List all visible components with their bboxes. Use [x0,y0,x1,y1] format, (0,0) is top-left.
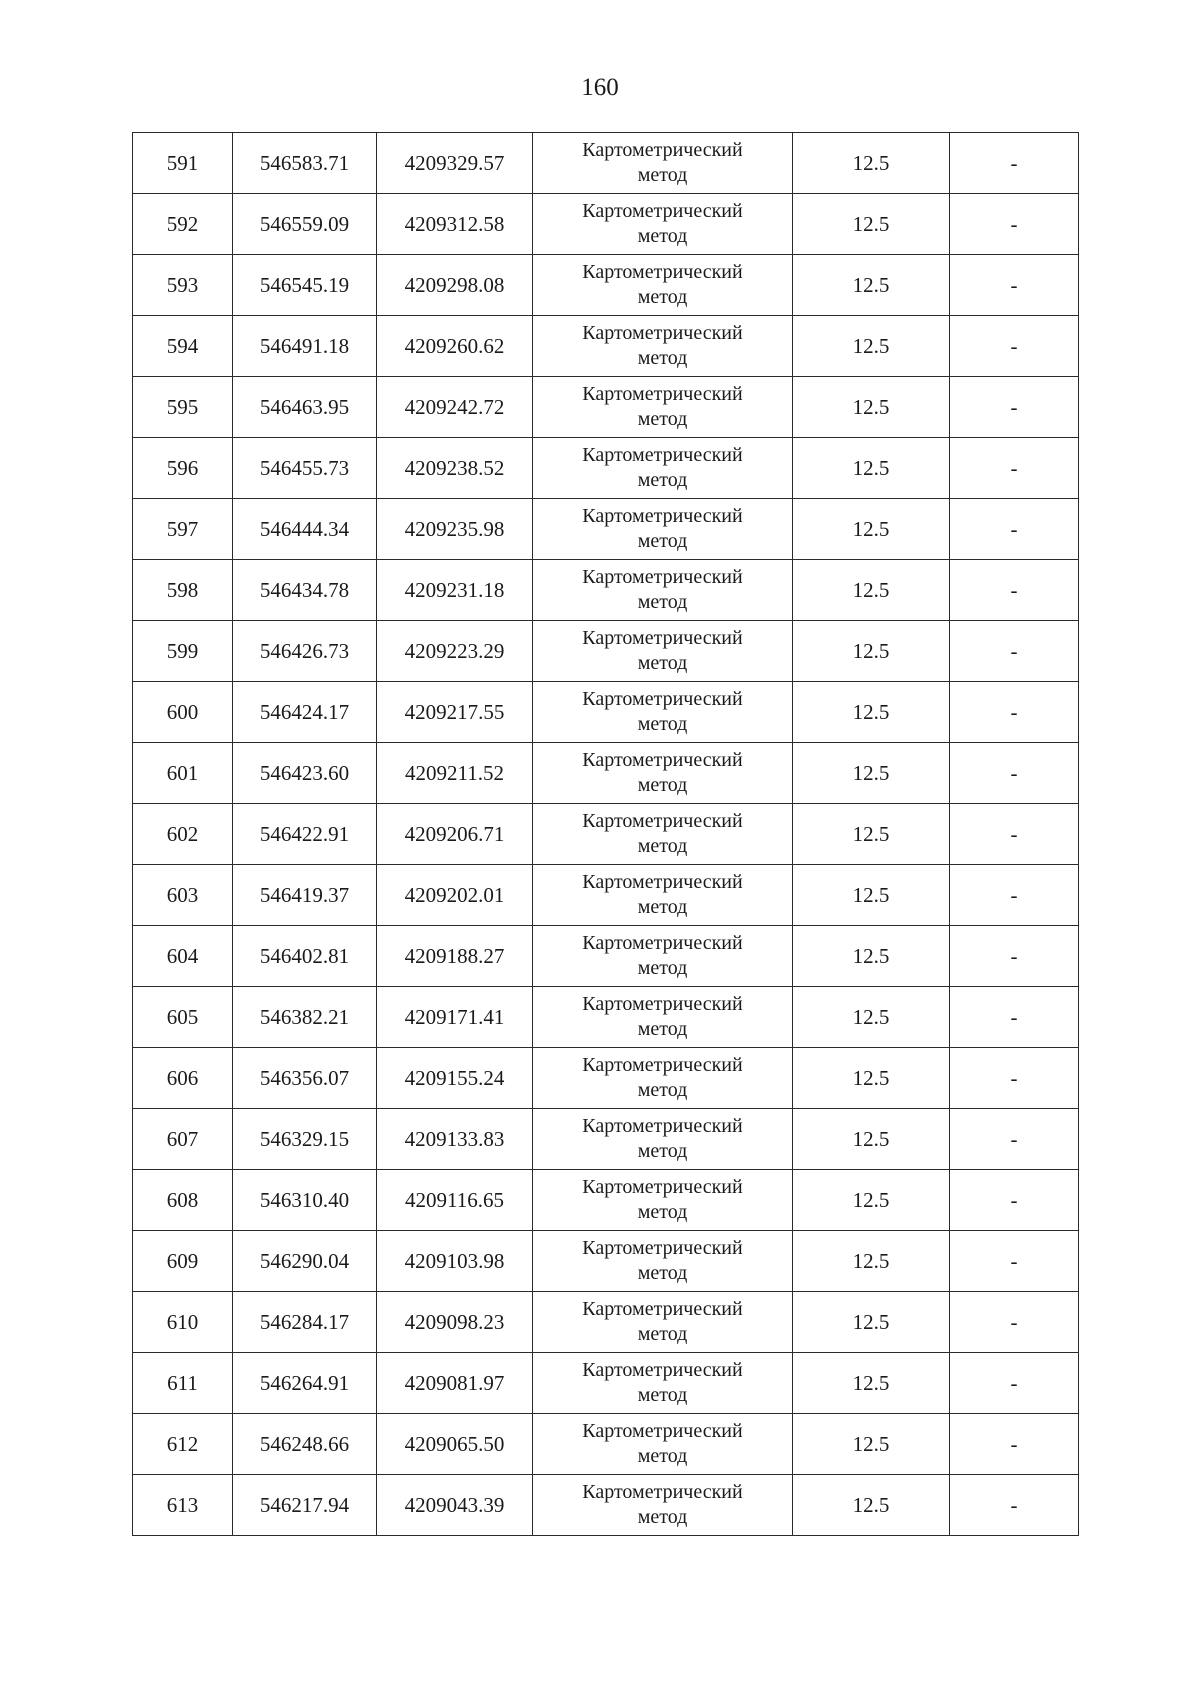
method-cell [533,1414,793,1475]
y-coordinate-cell: 4209171.41 [377,987,533,1048]
point-number-cell: 592 [133,194,233,255]
method-cell [533,987,793,1048]
accuracy-cell: 12.5 [793,133,950,194]
note-cell: - [950,865,1079,926]
accuracy-cell: 12.5 [793,865,950,926]
point-number-cell: 599 [133,621,233,682]
y-coordinate-cell: 4209223.29 [377,621,533,682]
accuracy-cell: 12.5 [793,1475,950,1536]
accuracy-cell: 12.5 [793,255,950,316]
y-coordinate-cell: 4209103.98 [377,1231,533,1292]
accuracy-cell: 12.5 [793,438,950,499]
x-coordinate-cell: 546264.91 [233,1353,377,1414]
y-coordinate-cell: 4209238.52 [377,438,533,499]
table-row [133,1048,1079,1109]
method-line-2: метод [637,896,688,918]
table-row [133,1109,1079,1170]
method-cell [533,316,793,377]
point-number-cell: 601 [133,743,233,804]
x-coordinate-cell: 546290.04 [233,1231,377,1292]
accuracy-cell: 12.5 [793,621,950,682]
accuracy-cell: 12.5 [793,1048,950,1109]
method-line-1: Картометрический [582,749,743,771]
method-cell [533,1109,793,1170]
accuracy-cell: 12.5 [793,1170,950,1231]
method-cell [533,1048,793,1109]
point-number-cell: 605 [133,987,233,1048]
method-line-2: метод [637,1079,688,1101]
accuracy-cell: 12.5 [793,1292,950,1353]
y-coordinate-cell: 4209133.83 [377,1109,533,1170]
point-number-cell: 597 [133,499,233,560]
method-line-2: метод [637,408,688,430]
point-number-cell: 603 [133,865,233,926]
accuracy-cell: 12.5 [793,499,950,560]
method-line-1: Картометрический [582,139,743,161]
y-coordinate-cell: 4209081.97 [377,1353,533,1414]
note-cell: - [950,804,1079,865]
table-row [133,377,1079,438]
point-number-cell: 593 [133,255,233,316]
method-line-2: метод [637,1384,688,1406]
table-body [133,133,1079,1536]
note-cell: - [950,377,1079,438]
point-number-cell: 607 [133,1109,233,1170]
note-cell: - [950,499,1079,560]
method-cell [533,560,793,621]
x-coordinate-cell: 546545.19 [233,255,377,316]
point-number-cell: 612 [133,1414,233,1475]
point-number-cell: 595 [133,377,233,438]
x-coordinate-cell: 546402.81 [233,926,377,987]
accuracy-cell: 12.5 [793,377,950,438]
method-line-1: Картометрический [582,444,743,466]
method-line-2: метод [637,225,688,247]
table-row [133,560,1079,621]
note-cell: - [950,743,1079,804]
y-coordinate-cell: 4209298.08 [377,255,533,316]
note-cell: - [950,316,1079,377]
table-row [133,1170,1079,1231]
table-row [133,804,1079,865]
method-line-1: Картометрический [582,993,743,1015]
method-line-2: метод [637,774,688,796]
method-line-2: метод [637,713,688,735]
note-cell: - [950,1109,1079,1170]
point-number-cell: 606 [133,1048,233,1109]
point-number-cell: 600 [133,682,233,743]
accuracy-cell: 12.5 [793,682,950,743]
x-coordinate-cell: 546248.66 [233,1414,377,1475]
note-cell: - [950,682,1079,743]
table-row [133,1353,1079,1414]
x-coordinate-cell: 546382.21 [233,987,377,1048]
method-line-1: Картометрический [582,322,743,344]
note-cell: - [950,1048,1079,1109]
method-line-2: метод [637,347,688,369]
accuracy-cell: 12.5 [793,560,950,621]
page-number: 160 [581,74,619,101]
method-line-2: метод [637,652,688,674]
accuracy-cell: 12.5 [793,743,950,804]
note-cell: - [950,1231,1079,1292]
method-line-2: метод [637,835,688,857]
x-coordinate-cell: 546422.91 [233,804,377,865]
note-cell: - [950,255,1079,316]
table-row [133,743,1079,804]
method-line-1: Картометрический [582,505,743,527]
method-line-2: метод [637,1506,688,1528]
method-line-2: метод [637,1323,688,1345]
y-coordinate-cell: 4209202.01 [377,865,533,926]
x-coordinate-cell: 546444.34 [233,499,377,560]
method-cell [533,1170,793,1231]
table-row [133,1414,1079,1475]
method-cell [533,438,793,499]
method-cell [533,1475,793,1536]
x-coordinate-cell: 546463.95 [233,377,377,438]
method-line-2: метод [637,1445,688,1467]
x-coordinate-cell: 546284.17 [233,1292,377,1353]
method-line-2: метод [637,469,688,491]
accuracy-cell: 12.5 [793,316,950,377]
y-coordinate-cell: 4209312.58 [377,194,533,255]
method-line-1: Картометрический [582,200,743,222]
x-coordinate-cell: 546419.37 [233,865,377,926]
table-row [133,865,1079,926]
method-line-2: метод [637,1018,688,1040]
accuracy-cell: 12.5 [793,1414,950,1475]
point-number-cell: 598 [133,560,233,621]
point-number-cell: 608 [133,1170,233,1231]
y-coordinate-cell: 4209116.65 [377,1170,533,1231]
y-coordinate-cell: 4209211.52 [377,743,533,804]
method-line-2: метод [637,1262,688,1284]
method-line-1: Картометрический [582,1359,743,1381]
accuracy-cell: 12.5 [793,804,950,865]
y-coordinate-cell: 4209206.71 [377,804,533,865]
point-number-cell: 611 [133,1353,233,1414]
y-coordinate-cell: 4209217.55 [377,682,533,743]
note-cell: - [950,1292,1079,1353]
y-coordinate-cell: 4209235.98 [377,499,533,560]
y-coordinate-cell: 4209098.23 [377,1292,533,1353]
note-cell: - [950,1170,1079,1231]
x-coordinate-cell: 546424.17 [233,682,377,743]
method-cell [533,133,793,194]
note-cell: - [950,621,1079,682]
method-line-1: Картометрический [582,383,743,405]
x-coordinate-cell: 546426.73 [233,621,377,682]
method-cell [533,255,793,316]
method-line-1: Картометрический [582,566,743,588]
point-number-cell: 602 [133,804,233,865]
method-line-1: Картометрический [582,810,743,832]
accuracy-cell: 12.5 [793,1109,950,1170]
accuracy-cell: 12.5 [793,194,950,255]
table-row [133,194,1079,255]
note-cell: - [950,1414,1079,1475]
method-line-2: метод [637,164,688,186]
table-row [133,682,1079,743]
table-row [133,987,1079,1048]
note-cell: - [950,1475,1079,1536]
method-line-1: Картометрический [582,688,743,710]
method-line-1: Картометрический [582,871,743,893]
y-coordinate-cell: 4209329.57 [377,133,533,194]
point-number-cell: 591 [133,133,233,194]
accuracy-cell: 12.5 [793,1353,950,1414]
note-cell: - [950,194,1079,255]
point-number-cell: 613 [133,1475,233,1536]
method-line-1: Картометрический [582,1237,743,1259]
method-line-1: Картометрический [582,627,743,649]
table-row [133,438,1079,499]
method-line-1: Картометрический [582,261,743,283]
method-line-1: Картометрический [582,1481,743,1503]
method-line-2: метод [637,530,688,552]
x-coordinate-cell: 546329.15 [233,1109,377,1170]
method-line-1: Картометрический [582,1420,743,1442]
coordinates-table [132,132,1079,1536]
table-row [133,1475,1079,1536]
method-cell [533,804,793,865]
table-row [133,1292,1079,1353]
accuracy-cell: 12.5 [793,1231,950,1292]
method-cell [533,1353,793,1414]
method-line-1: Картометрический [582,1298,743,1320]
method-line-1: Картометрический [582,1054,743,1076]
method-cell [533,1292,793,1353]
method-line-1: Картометрический [582,1115,743,1137]
note-cell: - [950,926,1079,987]
y-coordinate-cell: 4209260.62 [377,316,533,377]
method-cell [533,499,793,560]
point-number-cell: 596 [133,438,233,499]
method-line-2: метод [637,1140,688,1162]
table-row [133,1231,1079,1292]
point-number-cell: 609 [133,1231,233,1292]
note-cell: - [950,133,1079,194]
method-line-2: метод [637,591,688,613]
note-cell: - [950,438,1079,499]
x-coordinate-cell: 546434.78 [233,560,377,621]
x-coordinate-cell: 546455.73 [233,438,377,499]
point-number-cell: 610 [133,1292,233,1353]
method-line-1: Картометрический [582,932,743,954]
method-cell [533,682,793,743]
y-coordinate-cell: 4209155.24 [377,1048,533,1109]
method-cell [533,1231,793,1292]
x-coordinate-cell: 546491.18 [233,316,377,377]
table-row [133,133,1079,194]
accuracy-cell: 12.5 [793,926,950,987]
x-coordinate-cell: 546356.07 [233,1048,377,1109]
table-row [133,926,1079,987]
method-cell [533,194,793,255]
point-number-cell: 604 [133,926,233,987]
note-cell: - [950,987,1079,1048]
method-cell [533,865,793,926]
method-line-2: метод [637,286,688,308]
method-cell [533,621,793,682]
method-cell [533,743,793,804]
x-coordinate-cell: 546583.71 [233,133,377,194]
method-line-2: метод [637,957,688,979]
note-cell: - [950,560,1079,621]
method-line-1: Картометрический [582,1176,743,1198]
y-coordinate-cell: 4209065.50 [377,1414,533,1475]
note-cell: - [950,1353,1079,1414]
x-coordinate-cell: 546217.94 [233,1475,377,1536]
y-coordinate-cell: 4209188.27 [377,926,533,987]
table-row [133,255,1079,316]
point-number-cell: 594 [133,316,233,377]
y-coordinate-cell: 4209242.72 [377,377,533,438]
x-coordinate-cell: 546559.09 [233,194,377,255]
table-row [133,621,1079,682]
table-row [133,316,1079,377]
y-coordinate-cell: 4209231.18 [377,560,533,621]
x-coordinate-cell: 546310.40 [233,1170,377,1231]
table-row [133,499,1079,560]
method-line-2: метод [637,1201,688,1223]
method-cell [533,926,793,987]
method-cell [533,377,793,438]
x-coordinate-cell: 546423.60 [233,743,377,804]
accuracy-cell: 12.5 [793,987,950,1048]
y-coordinate-cell: 4209043.39 [377,1475,533,1536]
